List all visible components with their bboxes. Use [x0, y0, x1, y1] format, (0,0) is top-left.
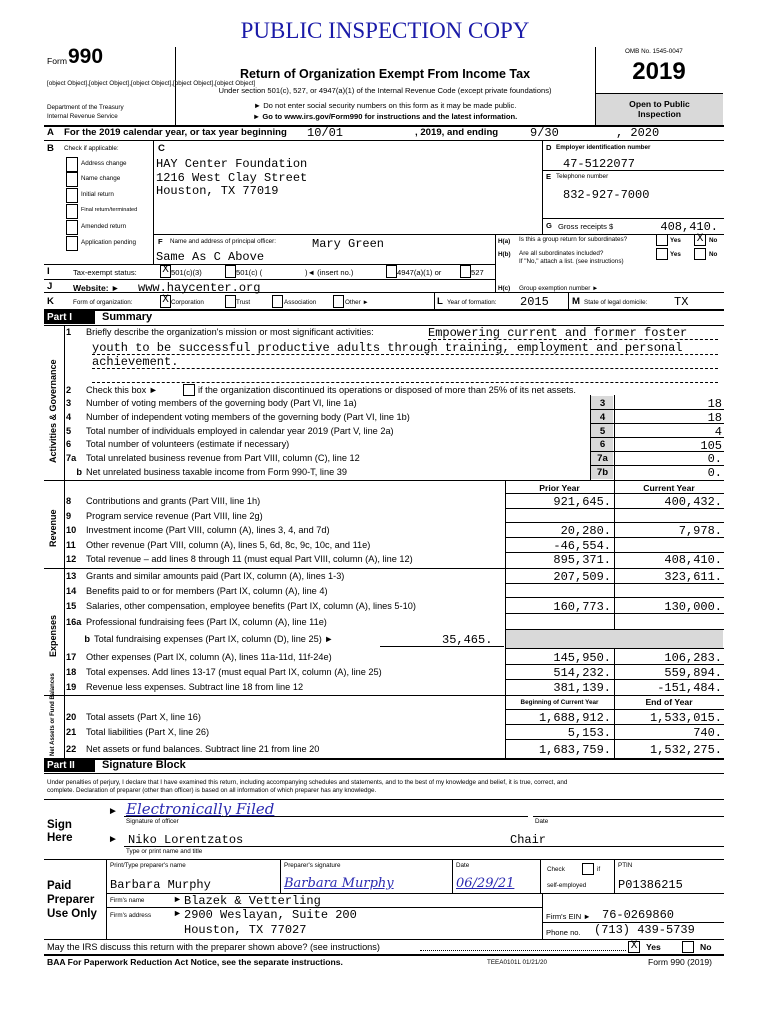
hb-yes-checkbox[interactable] — [656, 248, 668, 260]
website-url[interactable]: www.haycenter.org — [138, 281, 261, 295]
line-hb-note: If "No," attach a list. (see instructions) — [519, 258, 624, 265]
line-j-text: Website: ► — [73, 283, 120, 293]
line-1-mission: 1 Briefly describe the organization's mission or most significant activities: — [66, 327, 374, 337]
perjury-text-2: complete. Declaration of preparer (other than officer) is based on all information of which preparer has any knowledge. — [47, 787, 377, 794]
line-2-checkbox[interactable] — [183, 384, 195, 396]
line-13-prior: 207,509. — [553, 570, 611, 584]
line-f-label: F — [158, 237, 163, 246]
line-6: 6 Total number of volunteers (estimate if necessary) — [66, 439, 290, 449]
preparer-name: Barbara Murphy — [110, 878, 211, 892]
telephone-value: 832-927-7000 — [563, 188, 650, 202]
open-inspection-2: Inspection — [638, 109, 681, 119]
paid-label-2: Preparer — [47, 894, 95, 906]
line-20-boy: 1,688,912. — [538, 711, 611, 725]
hb-no-label: No — [709, 251, 718, 258]
line-3: 3 Number of voting members of the governing body (Part VI, line 1a) — [66, 398, 357, 408]
firm-phone: (713) 439-5739 — [594, 923, 695, 937]
4947-label: 4947(a)(1) or — [397, 268, 442, 277]
line-13: 13 Grants and similar amounts paid (Part IX, column (A), lines 1-3) — [66, 571, 345, 581]
preparer-signature: Barbara Murphy — [284, 876, 394, 891]
part-2-tag: Part II — [44, 759, 95, 772]
trust-label: Trust — [236, 299, 251, 306]
line-16b: b Total fundraising expenses (Part IX, column (D), line 25) ► — [84, 634, 334, 644]
gross-receipts: 408,410. — [660, 220, 718, 234]
firm-address-2: Houston, TX 77027 — [184, 923, 307, 937]
line-a-label: A — [47, 127, 54, 138]
line-g-label: G — [546, 221, 552, 230]
line-19-current: -151,484. — [657, 681, 722, 695]
line-22-boy: 1,683,759. — [538, 743, 611, 757]
line-k-text: Form of organization: — [73, 299, 133, 306]
line-15-current: 130,000. — [664, 600, 722, 614]
officer-signature: Electronically Filed — [126, 800, 275, 818]
line-d-label: D — [546, 143, 552, 152]
line-17: 17 Other expenses (Part IX, column (A), lines 11a-11d, 11f-24e) — [66, 652, 332, 662]
line-8-prior: 921,645. — [553, 495, 611, 509]
firm-ein: 76-0269860 — [602, 908, 675, 922]
line-20-eoy: 1,533,015. — [649, 711, 722, 725]
amended-return-label: Amended return — [81, 223, 127, 230]
form-label: Form — [47, 56, 68, 66]
firm-arrow-2: ► — [173, 908, 182, 918]
officer-address: Same As C Above — [156, 250, 265, 264]
line-7b-value: 0. — [707, 466, 722, 480]
form-subtitle: Under section 501(c), 527, or 4947(a)(1) of the Internal Revenue Code (except private foundations) — [218, 86, 552, 95]
line-18-current: 559,894. — [664, 666, 722, 680]
line-16a: 16a Professional fundraising fees (Part IX, column (A), line 11e) — [66, 617, 327, 627]
line-hb-label: H(b) — [498, 251, 511, 258]
501c3-label: 501(c)(3) — [171, 268, 202, 277]
527-label: 527 — [471, 268, 484, 277]
line-15: 15 Salaries, other compensation, employee benefits (Part IX, column (A), lines 5-10) — [66, 601, 416, 611]
paid-label-3: Use Only — [47, 908, 97, 920]
phone-label: Phone no. — [546, 928, 581, 937]
initial-return-checkbox[interactable] — [66, 188, 78, 203]
line-5: 5 Total number of individuals employed in calendar year 2019 (Part V, line 2a) — [66, 426, 394, 436]
line-4-value: 18 — [707, 411, 722, 425]
firm-arrow-1: ► — [173, 894, 182, 904]
line-j-label: J — [47, 281, 53, 292]
line-a-mid: , 2019, and ending — [415, 127, 499, 138]
line-hc-text: Group exemption number ► — [519, 285, 599, 292]
tax-year-begin: 10/01 — [307, 126, 344, 140]
line-m-text: State of legal domicile: — [584, 299, 648, 306]
footer-code: TEEA0101L 01/21/20 — [487, 959, 547, 966]
line-e-label: E — [546, 172, 552, 181]
line-22-eoy: 1,532,275. — [649, 743, 722, 757]
line-2-text: if the organization discontinued its operations or disposed of more than 25% of its net assets. — [198, 385, 576, 395]
501c3-checkbox[interactable]: X — [160, 265, 171, 278]
application-pending-label: Application pending — [81, 239, 136, 246]
dept-irs: Internal Revenue Service — [47, 113, 118, 120]
line-12: 12 Total revenue – add lines 8 through 11 (must equal Part VIII, column (A), line 12) — [66, 554, 413, 564]
preparer-ptin: P01386215 — [618, 878, 683, 892]
sign-date-label: Date — [535, 818, 549, 825]
discuss-no-label: No — [700, 942, 712, 952]
line-a-text: For the 2019 calendar year, or tax year beginning — [64, 127, 287, 138]
501c-checkbox[interactable] — [225, 265, 236, 278]
line-7a-value: 0. — [707, 452, 722, 466]
tax-year-end-year: , 2020 — [616, 126, 660, 140]
line-17-current: 106,283. — [664, 651, 722, 665]
omb-number: OMB No. 1545-0047 — [625, 48, 683, 55]
sign-label-1: Sign — [47, 819, 72, 831]
side-revenue: Revenue — [48, 509, 58, 547]
firm-address-1: 2900 Weslayan, Suite 200 — [184, 908, 357, 922]
firm-ein-label: Firm's EIN ► — [546, 912, 591, 921]
self-employed-label: self-employed — [547, 882, 587, 889]
ha-no-label: No — [709, 237, 718, 244]
org-name: HAY Center Foundation — [156, 157, 308, 171]
prior-year-header: Prior Year — [539, 483, 580, 493]
side-activities-governance: Activities & Governance — [48, 359, 58, 463]
association-checkbox[interactable] — [272, 295, 283, 308]
final-return-checkbox[interactable] — [66, 204, 78, 219]
line-m-label: M — [572, 296, 580, 307]
line-7a: 7a Total unrelated business revenue from Part VIII, column (C), line 12 — [66, 453, 360, 463]
paid-label-1: Paid — [47, 880, 72, 892]
line-g-text: Gross receipts $ — [558, 222, 614, 231]
hb-no-checkbox[interactable] — [694, 248, 706, 260]
line-13-current: 323,611. — [664, 570, 722, 584]
part-2-title: Signature Block — [102, 759, 186, 771]
preparer-name-header: Print/Type preparer's name — [110, 862, 186, 869]
line-hc-label: H(c) — [498, 285, 511, 292]
principal-officer: Mary Green — [312, 237, 385, 251]
line-4-box: 4 — [599, 412, 606, 423]
corporation-label: Corporation — [171, 299, 204, 306]
boy-header: Beginning of Current Year — [520, 699, 599, 706]
address-change-label: Address change — [81, 160, 127, 167]
line-14: 14 Benefits paid to or for members (Part IX, column (A), line 4) — [66, 586, 328, 596]
officer-title: Chair — [510, 833, 547, 847]
line-18-prior: 514,232. — [553, 666, 611, 680]
sign-label-2: Here — [47, 832, 73, 844]
application-pending-checkbox[interactable] — [66, 236, 78, 251]
preparer-date: 06/29/21 — [456, 876, 515, 891]
line-21-boy: 5,153. — [567, 726, 611, 740]
form-title: Return of Organization Exempt From Income Tax — [239, 67, 531, 81]
address-change-checkbox[interactable] — [66, 157, 78, 172]
association-label: Association — [284, 299, 317, 306]
line-3-box: 3 — [599, 398, 606, 409]
line-7a-box: 7a — [597, 453, 608, 464]
line-ha-label: H(a) — [498, 238, 511, 245]
sign-arrow-2: ► — [108, 834, 118, 845]
sign-arrow-1: ► — [108, 806, 118, 817]
line-l-label: L — [437, 296, 443, 307]
name-title-label: Type or print name and title — [126, 848, 203, 855]
discuss-yes-label: Yes — [646, 942, 661, 952]
line-hb-text: Are all subordinates included? — [519, 250, 604, 257]
mission-text-2: youth to be successful productive adults through training, employment and personal — [92, 341, 683, 355]
line-e-text: Telephone number — [556, 173, 609, 180]
line-18: 18 Total expenses. Add lines 13-17 (must equal Part IX, column (A), line 25) — [66, 667, 382, 677]
line-20: 20 Total assets (Part X, line 16) — [66, 712, 201, 722]
ha-yes-checkbox[interactable] — [656, 234, 668, 246]
line-10-prior: 20,280. — [560, 524, 611, 538]
line-6-value: 105 — [700, 439, 722, 453]
line-16b-value: 35,465. — [442, 633, 493, 647]
footer-baa: BAA For Paperwork Reduction Act Notice, see the separate instructions. — [47, 957, 343, 967]
line-l-text: Year of formation: — [447, 299, 497, 306]
mission-text-1: Empowering current and former foster — [428, 326, 688, 340]
eoy-header: End of Year — [645, 697, 693, 707]
line-5-box: 5 — [599, 426, 606, 437]
line-22: 22 Net assets or fund balances. Subtract line 21 from line 20 — [66, 744, 320, 754]
line-8: 8 Contributions and grants (Part VIII, line 1h) — [66, 496, 261, 506]
form-number: 990 — [68, 45, 104, 68]
corporation-checkbox[interactable]: X — [160, 295, 171, 308]
org-address-1: 1216 West Clay Street — [156, 171, 308, 185]
line-7b: b Net unrelated business taxable income from Form 990-T, line 39 — [76, 467, 347, 477]
firm-name-label: Firm's name — [110, 897, 145, 904]
line-3-value: 18 — [707, 397, 722, 411]
line-i-text: Tax-exempt status: — [73, 268, 137, 277]
final-return-label: Final return/terminated — [81, 207, 138, 213]
line-10-current: 7,978. — [678, 524, 722, 538]
part-1-title: Summary — [102, 311, 153, 323]
line-15-prior: 160,773. — [553, 600, 611, 614]
public-inspection-banner: PUBLIC INSPECTION COPY — [240, 18, 530, 43]
4947-checkbox[interactable] — [386, 265, 397, 278]
name-change-label: Name change — [81, 175, 121, 182]
line-2: 2 Check this box ► — [66, 385, 158, 395]
line-17-prior: 145,950. — [553, 651, 611, 665]
ptin-header: PTIN — [618, 862, 633, 869]
hb-yes-label: Yes — [670, 251, 681, 258]
line-11-prior: -46,554. — [553, 539, 611, 553]
tax-year: 2019 — [632, 58, 686, 85]
527-checkbox[interactable] — [460, 265, 471, 278]
line-ha-text: Is this a group return for subordinates? — [519, 236, 628, 243]
501c-insert-label: )◄ (insert no.) — [305, 268, 354, 277]
side-net-assets: Net Assets or Fund Balances — [50, 673, 56, 756]
discuss-no-checkbox[interactable] — [682, 941, 694, 953]
line-9: 9 Program service revenue (Part VIII, line 2g) — [66, 511, 263, 521]
officer-name: Niko Lorentzatos — [128, 833, 244, 847]
firm-address-label: Firm's address — [110, 912, 152, 919]
line-11: 11 Other revenue (Part VIII, column (A), lines 5, 6d, 8c, 9c, 10c, and 11e) — [66, 540, 371, 550]
501c-label: 501(c) ( — [236, 268, 263, 277]
line-21: 21 Total liabilities (Part X, line 26) — [66, 727, 210, 737]
discuss-yes-checkbox[interactable]: X — [628, 941, 640, 953]
perjury-text-1: Under penalties of perjury, I declare that I have examined this return, including accompanying schedules and statements, and to the best of my knowledge and belief, it is true, correct, and — [47, 779, 568, 786]
ein-value: 47-5122077 — [563, 157, 636, 171]
amended-return-checkbox[interactable] — [66, 220, 78, 235]
dept-treasury: Department of the Treasury — [47, 104, 124, 111]
mission-text-3: achievement. — [92, 355, 179, 369]
other-label: Other ► — [345, 299, 369, 306]
name-change-checkbox[interactable] — [66, 172, 78, 187]
line-7b-box: 7b — [596, 467, 609, 478]
instructions-notice: ► Go to www.irs.gov/Form990 for instructions and the latest information. — [252, 112, 518, 121]
line-5-value: 4 — [714, 425, 722, 439]
line-b-text: Check if applicable: — [64, 145, 119, 152]
line-c-label: C — [158, 143, 165, 154]
if-header: if — [597, 866, 601, 873]
ha-no-checkbox[interactable]: X — [694, 234, 706, 246]
trust-checkbox[interactable] — [225, 295, 236, 308]
open-inspection-1: Open to Public — [629, 99, 690, 109]
line-12-current: 408,410. — [664, 553, 722, 567]
line-10: 10 Investment income (Part VIII, column (A), lines 3, 4, and 7d) — [66, 525, 330, 535]
line-i-label: I — [47, 266, 50, 277]
tax-year-end: 9/30 — [530, 126, 559, 140]
ssn-notice: ► Do not enter social security numbers on this form as it may be made public. — [253, 101, 517, 110]
check-header: Check — [547, 866, 565, 873]
footer-form: Form 990 (2019) — [648, 957, 713, 967]
state-domicile: TX — [674, 295, 689, 309]
revision-date: [object Object],[object Object],[object Object],[object Object],[object Object] — [47, 80, 256, 87]
other-checkbox[interactable] — [333, 295, 344, 308]
line-d-text: Employer identification number — [556, 144, 651, 151]
firm-name: Blazek & Vetterling — [184, 894, 321, 908]
line-f-text: Name and address of principal officer: — [170, 238, 276, 245]
line-4: 4 Number of independent voting members of the governing body (Part VI, line 1b) — [66, 412, 410, 422]
line-6-box: 6 — [599, 439, 606, 450]
year-formation: 2015 — [520, 295, 549, 309]
line-19: 19 Revenue less expenses. Subtract line 18 from line 12 — [66, 682, 304, 692]
line-12-prior: 895,371. — [553, 553, 611, 567]
line-21-eoy: 740. — [693, 726, 722, 740]
line-k-label: K — [47, 296, 54, 307]
current-year-header: Current Year — [643, 483, 695, 493]
line-b-label: B — [47, 143, 54, 154]
initial-return-label: Initial return — [81, 191, 114, 198]
preparer-signature-header: Preparer's signature — [284, 862, 341, 869]
part-1-tag: Part I — [44, 311, 95, 324]
line-8-current: 400,432. — [664, 495, 722, 509]
line-19-prior: 381,139. — [553, 681, 611, 695]
self-employed-checkbox[interactable] — [582, 863, 594, 875]
side-expenses: Expenses — [48, 614, 58, 657]
signature-officer-label: Signature of officer — [126, 818, 179, 825]
discuss-question: May the IRS discuss this return with the preparer shown above? (see instructions) — [47, 942, 380, 952]
preparer-date-header: Date — [456, 862, 470, 869]
org-address-2: Houston, TX 77019 — [156, 184, 279, 198]
ha-yes-label: Yes — [670, 237, 681, 244]
